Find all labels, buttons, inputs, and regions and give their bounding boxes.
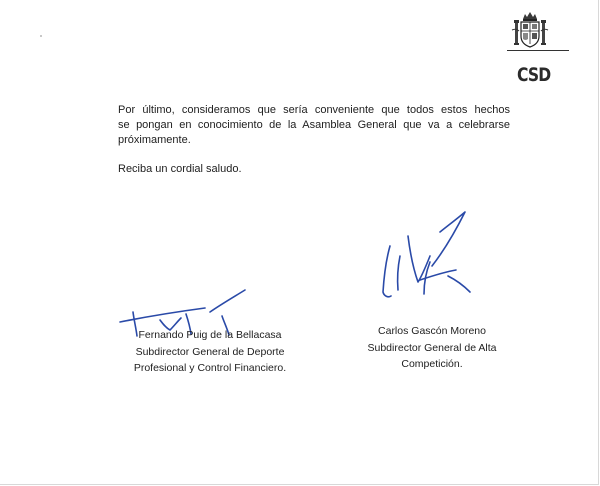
greeting-line: Reciba un cordial saludo. bbox=[118, 163, 242, 175]
header-rule bbox=[507, 50, 569, 51]
coat-of-arms-icon bbox=[510, 10, 550, 50]
left-signature-block bbox=[115, 327, 305, 377]
left-signer-name: Fernando Puig de la Bellacasa bbox=[138, 329, 282, 341]
right-signature-stroke-6 bbox=[448, 276, 470, 292]
handwritten-signatures bbox=[0, 190, 600, 420]
left-signer-title-line2: Profesional y Control Financiero. bbox=[133, 362, 287, 374]
right-signer-name: Carlos Gascón Moreno bbox=[378, 325, 486, 337]
right-signature-stroke-4 bbox=[432, 212, 465, 266]
letter-body bbox=[118, 103, 510, 148]
scan-speck bbox=[40, 35, 42, 37]
right-signer-title-line1: Subdirector General de Alta bbox=[367, 341, 497, 354]
closing-paragraph: Por último, consideramos que sería conveniente que todos estos hechos se pongan en conocimiento de la Asamblea General que va a celebrarse próximamente. bbox=[118, 104, 510, 146]
csd-logo: CSD bbox=[517, 64, 551, 86]
right-signature-stroke-1 bbox=[383, 246, 391, 297]
right-signer-title-line2: Competición. bbox=[401, 358, 463, 370]
right-signature-stroke-2 bbox=[398, 256, 400, 290]
right-signature-block bbox=[337, 323, 527, 373]
left-signature-stroke-5 bbox=[210, 290, 245, 312]
left-signer-title-line1: Subdirector General de Deporte bbox=[135, 345, 285, 358]
signature-area bbox=[0, 190, 600, 420]
